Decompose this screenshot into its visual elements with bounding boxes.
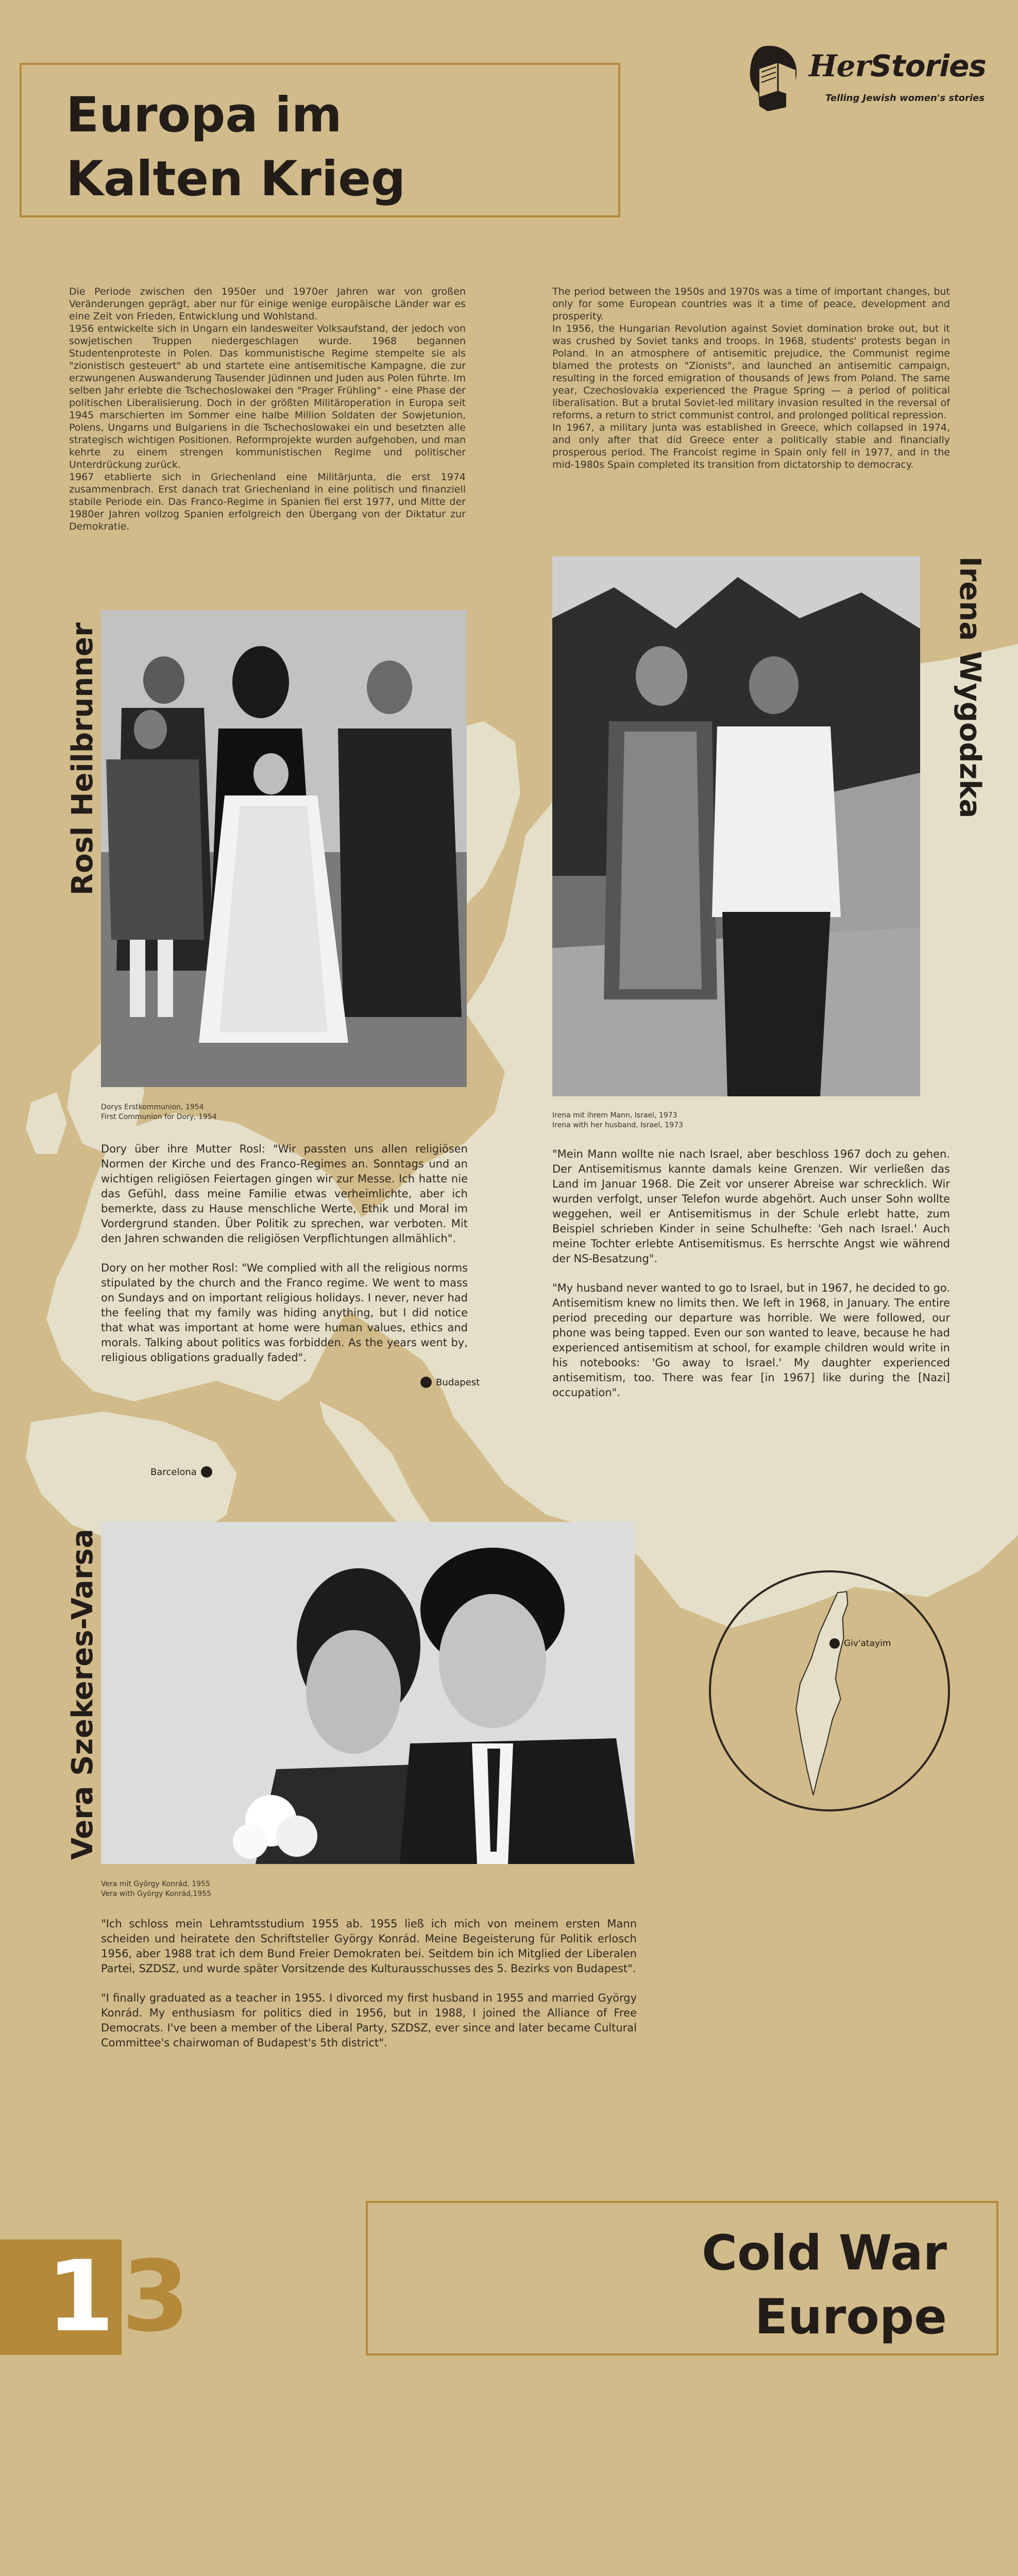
caption-rosl-en: First Communion for Dory, 1954 xyxy=(101,1113,217,1121)
panel-number-digit-2: 3 xyxy=(122,2240,190,2353)
caption-rosl xyxy=(101,1103,410,1122)
quote-rosl xyxy=(101,1142,468,1380)
quote-irena-en: "My husband never wanted to go to Israel, but in 1967, he decided to go. Antisemitism knew no limits then. We left in 1968, in January. The entire period preceding our departure was horrible. We were followed, our phone was being tapped. Even our son wanted to leave, because he had experienced antisemitism at school, for example children would write in his notebooks: 'Go away to Israel.' My daughter experienced antisemitism, too. There was fear [in 1967] like during the [Nazi] occupation". xyxy=(552,1282,950,1399)
quote-vera-en: "I finally graduated as a teacher in 1955. I divorced my first husband in 1955 and married György Konrád. My enthusiasm for politics died in 1956, but in 1988, I joined the Alliance of Free Democrats. I've been a member of the Liberal Party, SZDSZ, ever since and later became Cultural Committee's chairwoman of Budapest's 5th district". xyxy=(101,1992,637,2049)
caption-vera-en: Vera with György Konrád,1955 xyxy=(101,1890,212,1898)
city-label-barcelona: Barcelona xyxy=(150,1466,197,1478)
city-label-givatayim: Giv'atayim xyxy=(844,1638,891,1649)
city-marker-budapest xyxy=(420,1377,480,1388)
intro-text-de xyxy=(69,285,466,533)
logo-tagline: Telling Jewish women's stories xyxy=(825,93,985,104)
logo-wordmark-stories: Stories xyxy=(870,48,986,83)
quote-vera-de: "Ich schloss mein Lehramtsstudium 1955 ab. 1955 ließ ich mich von meinem ersten Mann scheiden und heiratete den Schriftsteller György Konrád. Meine Begeisterung für Politik erlosch 1956, aber 1988 trat ich dem Bund Freier Demokraten bei. Seitdem bin ich Mitglied der Liberalen Partei, SZDSZ, und wurde später Vorsitzende des Kulturausschusses des 5. Bezirks von Budapest". xyxy=(101,1918,637,1975)
panel-number-digit-1: 1 xyxy=(46,2240,115,2353)
caption-vera xyxy=(101,1879,410,1899)
quote-vera xyxy=(101,1917,637,2065)
logo-wordmark-her: Her xyxy=(809,48,871,83)
intro-en-paragraph: The period between the 1950s and 1970s was a time of important changes, but only for some European countries was it a time of peace, development and prosperity. xyxy=(552,286,950,322)
intro-de-paragraph: 1956 entwickelte sich in Ungarn ein landesweiter Volksaufstand, der jedoch von sowjetischen Truppen niedergeschlagen wurde. 1968 begannen Studentenproteste in Polen. Das kommunistische Regime stempelte sie als "zionistisch gesteuert" ab und startete eine antisemitische Kampagne, die zur erzwungenen Auswanderung Tausender Jüdinnen und Juden aus Polen führte. Im selben Jahr erlebte die Tschechoslowakei den "Prager Frühling" - eine Phase der politischen Liberalisierung. Doch in der größten Militäroperation in Europa seit 1945 marschierten im Sommer eine halbe Million Soldaten der Sowjetunion, Polens, Ungarns und Bulgariens in die Tschechoslowakei ein und besetzten alle strategisch wichtigen Positionen. Reformprojekte wurden aufgehoben, und man kehrte zu einem strengen kommunistischen Regime und politischer Unterdrückung zurück. xyxy=(69,323,466,470)
location-dot-icon xyxy=(420,1377,432,1388)
page-title-en: Cold War Europe xyxy=(702,2225,947,2345)
photo-first-communion xyxy=(101,610,467,1087)
title-frame-en xyxy=(366,2201,998,2355)
page-title-de: Europa im Kalten Krieg xyxy=(66,87,406,207)
intro-en-paragraph: In 1967, a military junta was established in Greece, which collapsed in 1974, and only after that did Greece enter a politically stable and financially prosperous period. The Francoist regime in Spain only fell in 1977, and in the mid-1980s Spain completed its transition from dictatorship to democracy. xyxy=(552,422,950,470)
map-land-ireland xyxy=(26,1092,67,1154)
intro-text-en xyxy=(552,285,950,471)
location-dot-icon xyxy=(829,1638,840,1649)
person-name-irena: Irena Wygodzka xyxy=(953,556,987,819)
city-marker-barcelona xyxy=(150,1466,212,1478)
quote-rosl-de: Dory über ihre Mutter Rosl: "Wir passten uns allen religiösen Normen der Kirche und des Franco-Regimes an. Sonntags und an wichtigen religiösen Feiertagen gingen wir zur Messe. Ich hatte nie das Gefühl, dass meine Familie etwas verheimlichte, aber ich bemerkte, dass zu Hause menschliche Werte, Ethik und Moral im Vordergrund standen. Über Politik zu sprechen, war verboten. Mit den Jahren schwanden die religiösen Verpflichtungen allmählich". xyxy=(101,1143,468,1245)
person-name-rosl: Rosl Heilbrunner xyxy=(66,622,99,895)
city-marker-givatayim xyxy=(829,1638,891,1649)
caption-vera-de: Vera mit György Konrád, 1955 xyxy=(101,1880,210,1888)
quote-rosl-en: Dory on her mother Rosl: "We complied with all the religious norms stipulated by the church and the Franco regime. We went to mass on Sundays and on important religious holidays. I never, never had the feeling that my family was hiding anything, but I did notice that what was important at home were human values, ethics and morals. Talking about politics was forbidden. As the years went by, religious obligations gradually faded". xyxy=(101,1262,468,1364)
intro-de-paragraph: Die Periode zwischen den 1950er und 1970er Jahren war von großen Veränderungen geprägt, aber nur für einige wenige europäische Länder war es eine Zeit von Frieden, Entwicklung und Wohlstand. xyxy=(69,286,466,322)
intro-de-paragraph: 1967 etablierte sich in Griechenland eine Militärjunta, die erst 1974 zusammenbrach. Erst danach trat Griechenland in eine politisch und finanziell stabile Periode ein. Das Franco-Regime in Spanien fiel erst 1977, und Mitte der 1980er Jahren vollzog Spanien erfolgreich den Übergang von der Diktatur zur Demokratie. xyxy=(69,471,466,532)
photo-irena-husband xyxy=(552,556,920,1096)
quote-irena-de: "Mein Mann wollte nie nach Israel, aber beschloss 1967 doch zu gehen. Der Antisemitismus kannte damals keine Grenzen. Wir verließen das Land im Januar 1968. Die Zeit vor unserer Abreise war schrecklich. Wir wurden verfolgt, unser Telefon wurde abgehört. Auch unser Sohn wollte weggehen, weil er Antisemitismus in der Schule erlebt hatte, zum Beispiel schrieben Kinder in seine Schulhefte: 'Geh nach Israel.' Auch meine Tochter erlebte Antisemitismus. Es herrschte Angst wie während der NS-Besatzung". xyxy=(552,1148,950,1265)
caption-irena-en: Irena with her husband, Israel, 1973 xyxy=(552,1121,683,1129)
intro-en-paragraph: In 1956, the Hungarian Revolution against Soviet domination broke out, but it was crushed by Soviet tanks and troops. In 1968, students' protests began in Poland. In an atmosphere of antisemitic prejudice, the Communist regime blamed the protests on "Zionists", and launched an antisemitic campaign, resulting in the forced emigration of thousands of Jews from Poland. The same year, Czechoslovakia experienced the Prague Spring — a period of political liberalisation. But a brutal Soviet-led military invasion resulted in the reversal of reforms, a return to strict communist control, and prolonged political repression. xyxy=(552,323,950,421)
logo-wordmark xyxy=(809,48,986,83)
quote-irena xyxy=(552,1147,950,1415)
city-label-budapest: Budapest xyxy=(436,1377,480,1388)
caption-irena xyxy=(552,1111,861,1130)
herstories-logo xyxy=(748,43,995,115)
photo-vera-gyorgy xyxy=(101,1522,635,1864)
person-name-vera: Vera Szekeres-Varsa xyxy=(66,1529,99,1860)
location-dot-icon xyxy=(201,1466,212,1478)
israel-outline xyxy=(711,1572,948,1809)
title-frame-de xyxy=(20,63,620,217)
israel-inset-map xyxy=(709,1570,950,1811)
caption-irena-de: Irena mit ihrem Mann, Israel, 1973 xyxy=(552,1111,677,1120)
caption-rosl-de: Dorys Erstkommunion, 1954 xyxy=(101,1103,204,1111)
book-profile-icon xyxy=(748,43,802,113)
